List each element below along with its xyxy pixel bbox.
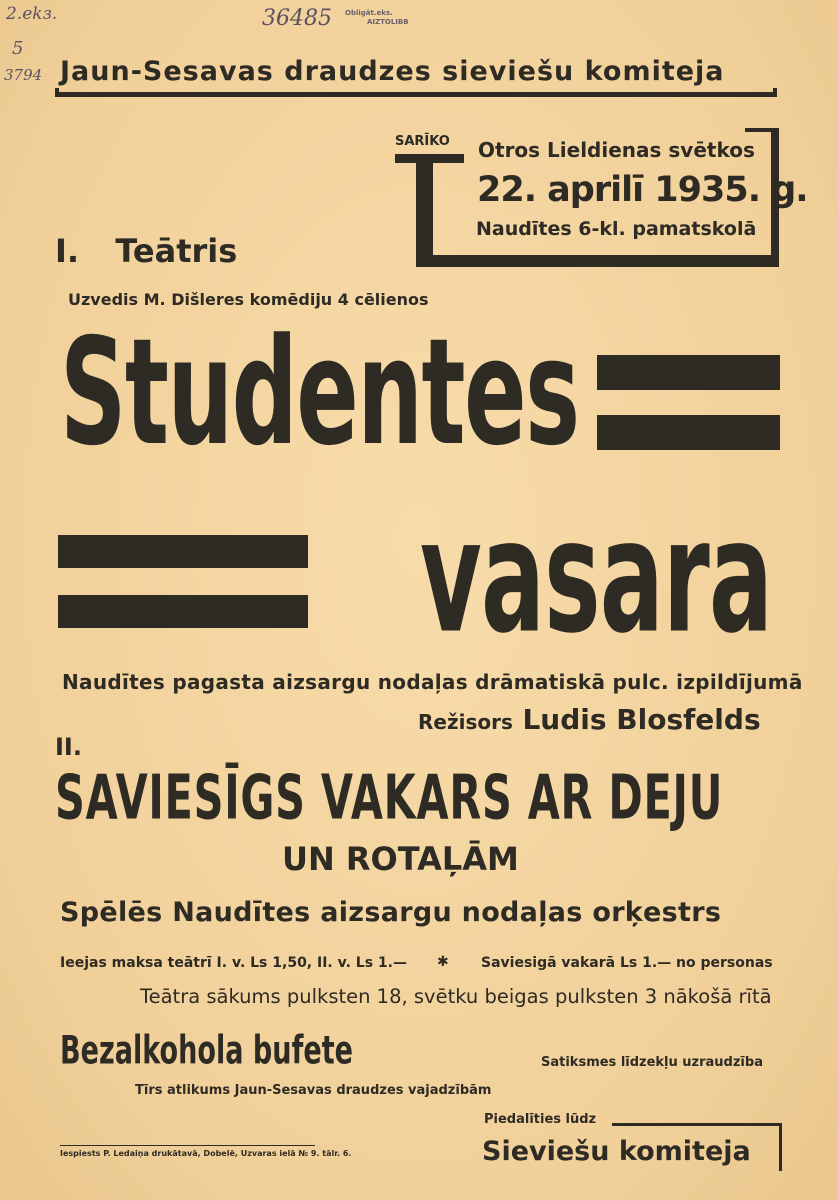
archive-note-code: 3794 — [4, 66, 43, 84]
library-stamp-line-1: Obligāt.eks. — [345, 9, 393, 17]
event-venue: Naudītes 6-kl. pamatskolā — [476, 218, 757, 240]
play-title-line-2: vasara — [420, 486, 773, 669]
decor-bar-right-lower — [597, 415, 780, 450]
event-date: 22. aprilī 1935. g. — [477, 170, 808, 210]
play-title-line-1: Studentes — [60, 307, 579, 479]
sariko-label: SARĪKO — [395, 134, 450, 149]
part-two-title-line-1: SAVIESĪGS VAKARS AR DEJU — [55, 762, 724, 834]
price-separator: ✱ — [437, 954, 449, 970]
archive-note-number: 5 — [12, 38, 24, 59]
part-one-heading — [55, 232, 237, 270]
orchestra-line: Spēlēs Naudītes aizsargu nodaļas orķestrs — [60, 897, 722, 928]
part-two-number: II. — [55, 733, 82, 761]
footer-rule-top — [612, 1123, 782, 1126]
director-label: Režisors — [418, 710, 513, 734]
header-rule-left-tick — [55, 88, 59, 97]
decor-bar-left-upper — [58, 535, 308, 568]
transport-supervision: Satiksmes līdzekļu uzraudzība — [541, 1055, 763, 1070]
play-title-line-2-wrap — [420, 486, 838, 669]
buffet-title: Bezalkohola bufete — [60, 1026, 353, 1074]
imprint-rule — [60, 1145, 315, 1146]
evening-price: Saviesigā vakarā Ls 1.— no personas — [481, 955, 773, 971]
header-rule — [55, 92, 777, 97]
buffet-title-wrap — [60, 1026, 417, 1074]
director-line — [418, 703, 761, 736]
archive-note-copies: 2.ekз. — [6, 4, 58, 24]
footer-rule-side — [779, 1123, 782, 1171]
part-two-title-wrap — [55, 762, 838, 834]
part-one-number: I. — [55, 232, 80, 270]
library-stamp — [345, 9, 409, 27]
part-two-title-line-2: UN ROTAĻĀM — [282, 840, 519, 878]
director-name: Ludis Blosfelds — [522, 703, 761, 736]
performers-line: Naudītes pagasta aizsargu nodaļas drāmatiskā pulc. izpildījumā — [62, 670, 803, 694]
header-rule-right-tick — [773, 88, 777, 97]
staged-by: Uzvedis M. Dišleres komēdiju 4 cēlienos — [68, 290, 429, 309]
decor-bar-right-upper — [597, 355, 780, 390]
date-box-stem — [416, 154, 433, 267]
committee-signature: Sieviešu komiteja — [482, 1136, 751, 1167]
printer-imprint: Iespiests P. Ledaiņa drukātavā, Dobelē, Uzvaras ielā № 9. tālr. 6. — [60, 1149, 352, 1158]
start-end-times: Teātra sākums pulksten 18, svētku beigas pulksten 3 nākošā rītā — [140, 985, 772, 1008]
library-stamp-line-2: AIZTOLIBB — [367, 18, 409, 26]
date-box-bottom-bar — [416, 255, 779, 267]
event-occasion: Otros Lieldienas svētkos — [478, 138, 755, 162]
catalog-number: 36485 — [262, 6, 332, 31]
organizer-title: Jaun-Sesavas draudzes sieviešu komiteja — [60, 56, 725, 87]
proceeds-note: Tīrs atlikums Jaun-Sesavas draudzes vajadzībām — [135, 1083, 492, 1098]
decor-bar-left-lower — [58, 595, 308, 628]
part-one-title: Teātris — [115, 232, 238, 270]
date-box-top-right-tick — [745, 128, 779, 132]
theatre-price: Ieejas maksa teātrī I. v. Ls 1,50, II. v. Ls 1.— — [60, 955, 407, 971]
invite-label: Piedalīties lūdz — [484, 1112, 597, 1127]
